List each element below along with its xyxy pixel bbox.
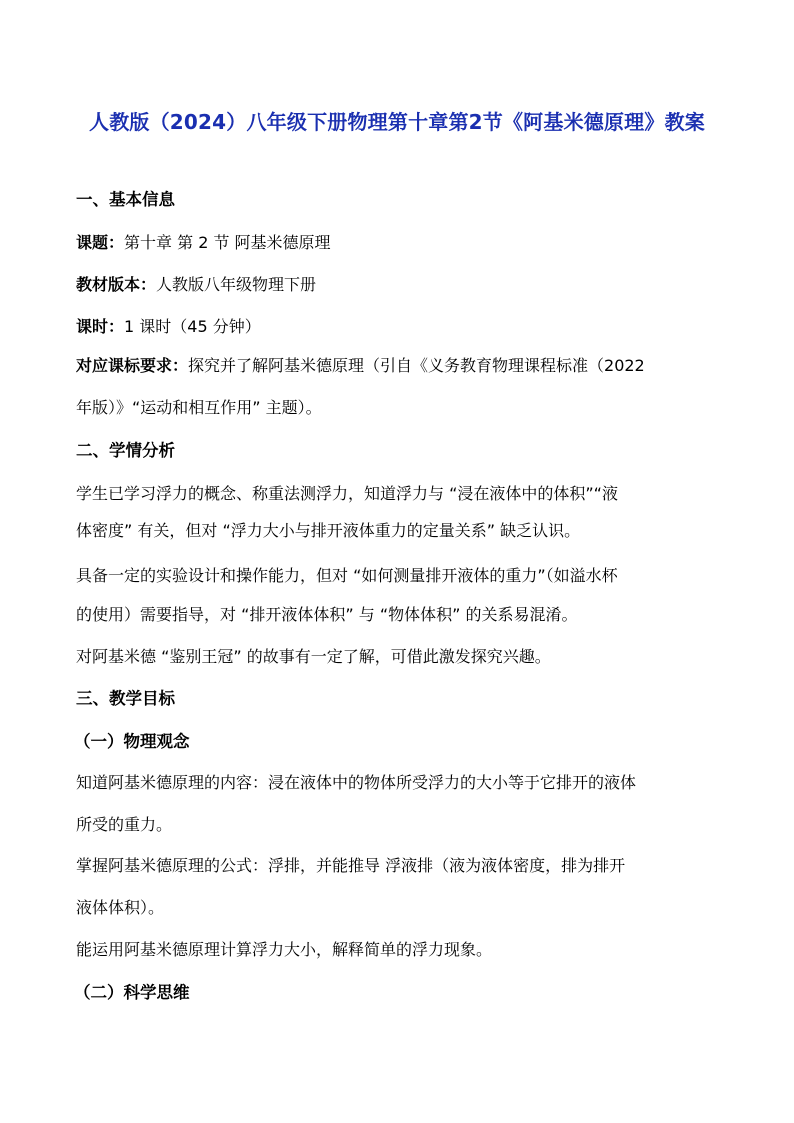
edition-label: 教材版本：	[76, 275, 157, 294]
paragraph-line: 的使用）需要指导，对 “排开液体体积” 与 “物体体积” 的关系易混淆。	[76, 605, 578, 624]
paragraph-line: 能运用阿基米德原理计算浮力大小，解释简单的浮力现象。	[76, 940, 493, 959]
paragraph-line: 所受的重力。	[76, 815, 173, 834]
hours-line	[76, 317, 726, 337]
hours-value: 1 课时（45 分钟）	[124, 317, 261, 336]
standard-line-2: 年版）》“运动和相互作用” 主题）。	[76, 398, 322, 417]
paragraph-line: 学生已学习浮力的概念、称重法测浮力，知道浮力与 “浸在液体中的体积”“液	[76, 484, 618, 503]
edition-line	[76, 275, 726, 295]
sub-heading-scientific-thinking: （二）科学思维	[74, 983, 190, 1002]
topic-line	[76, 233, 726, 253]
section-heading-teaching-goals: 三、教学目标	[76, 689, 175, 708]
topic-value: 第十章 第 2 节 阿基米德原理	[124, 233, 331, 252]
paragraph-line: 知道阿基米德原理的内容：浸在液体中的物体所受浮力的大小等于它排开的液体	[76, 773, 637, 792]
topic-label: 课题：	[76, 233, 125, 252]
document-title: 人教版（2024）八年级下册物理第十章第2节《阿基米德原理》教案	[89, 110, 705, 134]
hours-label: 课时：	[76, 317, 125, 336]
paragraph-line: 液体体积）。	[76, 898, 165, 917]
edition-value: 人教版八年级物理下册	[156, 275, 317, 294]
paragraph-line: 体密度” 有关，但对 “浮力大小与排开液体重力的定量关系” 缺乏认识。	[76, 521, 581, 540]
section-heading-student-analysis: 二、学情分析	[76, 441, 175, 460]
standard-text-1: 探究并了解阿基米德原理（引自《义务教育物理课程标准（2022	[188, 356, 645, 375]
paragraph-line: 具备一定的实验设计和操作能力，但对 “如何测量排开液体的重力”（如溢水杯	[76, 566, 618, 585]
standard-line-1	[76, 356, 726, 376]
standard-label: 对应课标要求：	[76, 356, 189, 375]
sub-heading-physics-concepts: （一）物理观念	[74, 732, 190, 751]
paragraph-line: 掌握阿基米德原理的公式：浮排，并能推导 浮液排（液为液体密度，排为排开	[76, 856, 626, 875]
paragraph-line: 对阿基米德 “鉴别王冠” 的故事有一定了解，可借此激发探究兴趣。	[76, 647, 551, 666]
section-heading-basic-info: 一、基本信息	[76, 190, 175, 209]
